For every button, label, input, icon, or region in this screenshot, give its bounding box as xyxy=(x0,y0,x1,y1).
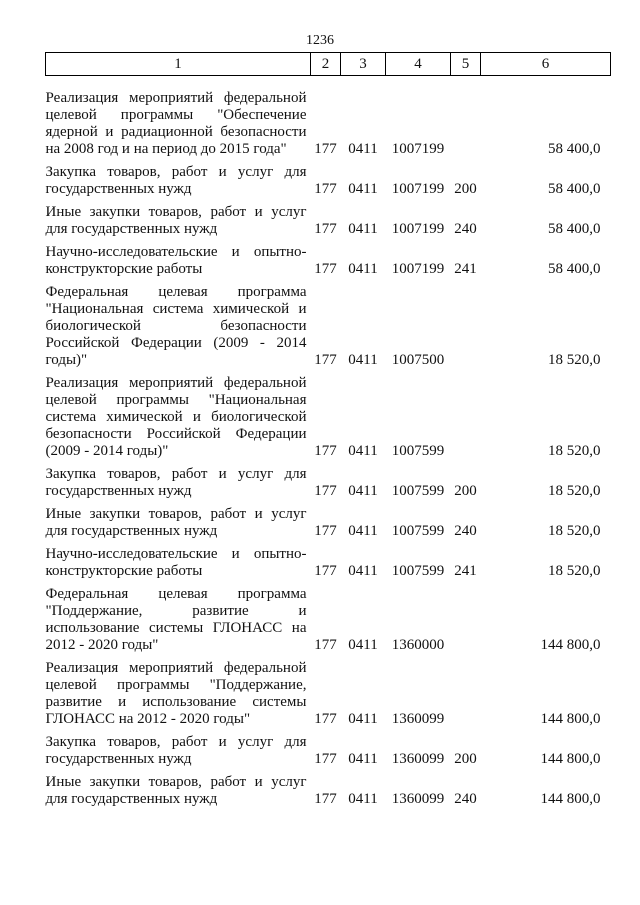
row-amount: 58 400,0 xyxy=(548,261,601,277)
row-amount: 144 800,0 xyxy=(540,751,601,767)
table-row xyxy=(46,660,611,734)
table-row xyxy=(46,546,611,586)
header-col-2: 2 xyxy=(311,53,341,76)
row-code-section: 0411 xyxy=(348,751,378,767)
row-code-expense-type xyxy=(451,375,481,466)
table-row xyxy=(46,375,611,466)
table-body xyxy=(46,76,611,815)
table-row xyxy=(46,164,611,204)
header-col-5: 5 xyxy=(451,53,481,76)
header-col-3: 3 xyxy=(341,53,386,76)
row-code-target: 1360099 xyxy=(391,791,445,807)
row-amount: 18 520,0 xyxy=(548,563,601,579)
table-row xyxy=(46,76,611,165)
table-row xyxy=(46,466,611,506)
row-code-section: 0411 xyxy=(348,261,378,277)
row-amount: 144 800,0 xyxy=(540,791,601,807)
row-code-section: 0411 xyxy=(348,563,378,579)
row-amount: 58 400,0 xyxy=(548,221,601,237)
page-number: 1236 xyxy=(306,33,334,48)
row-name: Закупка товаров, работ и услуг для государственных нужд xyxy=(45,466,307,499)
header-col-4: 4 xyxy=(386,53,451,76)
row-code-expense-type xyxy=(451,660,481,734)
row-amount: 58 400,0 xyxy=(548,181,601,197)
row-code-ministry: 177 xyxy=(314,563,337,579)
row-amount: 18 520,0 xyxy=(548,523,601,539)
row-code-expense-type: 241 xyxy=(454,261,477,277)
table-row xyxy=(46,506,611,546)
row-code-ministry: 177 xyxy=(314,261,337,277)
table-row xyxy=(46,774,611,814)
row-code-section: 0411 xyxy=(348,443,378,459)
row-name: Иные закупки товаров, работ и услуг для государственных нужд xyxy=(45,774,307,807)
row-code-section: 0411 xyxy=(348,483,378,499)
row-name: Реализация мероприятий федеральной целевой программы "Национальная система химической и биологической безопасности Российской Федерации (2009 - 2014 годы)" xyxy=(45,375,307,459)
row-name: Закупка товаров, работ и услуг для государственных нужд xyxy=(45,164,307,197)
row-code-ministry: 177 xyxy=(314,443,337,459)
table-row xyxy=(46,244,611,284)
row-code-expense-type xyxy=(451,76,481,165)
row-code-section: 0411 xyxy=(348,711,378,727)
row-code-ministry: 177 xyxy=(314,791,337,807)
header-col-1: 1 xyxy=(46,53,311,76)
row-code-target: 1007500 xyxy=(391,352,445,368)
row-name: Иные закупки товаров, работ и услуг для государственных нужд xyxy=(45,506,307,539)
row-code-target: 1360099 xyxy=(391,711,445,727)
row-code-ministry: 177 xyxy=(314,141,337,157)
row-code-target: 1007199 xyxy=(391,141,445,157)
row-code-ministry: 177 xyxy=(314,181,337,197)
row-code-target: 1360099 xyxy=(391,751,445,767)
budget-table xyxy=(45,52,611,814)
row-code-ministry: 177 xyxy=(314,352,337,368)
row-name: Иные закупки товаров, работ и услуг для государственных нужд xyxy=(45,204,307,237)
row-name: Федеральная целевая программа "Поддержание, развитие и использование системы ГЛОНАСС на 2012 - 2020 годы" xyxy=(45,586,307,653)
row-code-expense-type: 240 xyxy=(454,221,477,237)
row-code-expense-type: 200 xyxy=(454,483,477,499)
row-code-section: 0411 xyxy=(348,523,378,539)
row-code-ministry: 177 xyxy=(314,523,337,539)
row-amount: 18 520,0 xyxy=(548,483,601,499)
row-code-target: 1007199 xyxy=(391,221,445,237)
row-code-target: 1007599 xyxy=(391,483,445,499)
row-code-section: 0411 xyxy=(348,181,378,197)
row-code-section: 0411 xyxy=(348,791,378,807)
row-code-ministry: 177 xyxy=(314,221,337,237)
row-code-section: 0411 xyxy=(348,141,378,157)
header-row xyxy=(46,53,611,76)
header-col-6: 6 xyxy=(481,53,611,76)
row-name: Научно-исследовательские и опытно-конструкторские работы xyxy=(45,244,307,277)
row-code-expense-type: 240 xyxy=(454,791,477,807)
table-row xyxy=(46,734,611,774)
row-name: Реализация мероприятий федеральной целевой программы "Обеспечение ядерной и радиационной безопасности на 2008 год и на период до 2015 года" xyxy=(45,90,307,157)
row-name: Федеральная целевая программа "Национальная система химической и биологической безопасности Российской Федерации (2009 - 2014 годы)" xyxy=(45,284,307,368)
row-name: Закупка товаров, работ и услуг для государственных нужд xyxy=(45,734,307,767)
row-code-ministry: 177 xyxy=(314,483,337,499)
row-code-section: 0411 xyxy=(348,637,378,653)
row-name: Реализация мероприятий федеральной целевой программы "Поддержание, развитие и использование системы ГЛОНАСС на 2012 - 2020 годы" xyxy=(45,660,307,727)
row-code-expense-type: 200 xyxy=(454,751,477,767)
row-code-ministry: 177 xyxy=(314,637,337,653)
row-amount: 18 520,0 xyxy=(548,443,601,459)
row-code-ministry: 177 xyxy=(314,751,337,767)
row-amount: 58 400,0 xyxy=(548,141,601,157)
row-code-expense-type xyxy=(451,284,481,375)
table-row xyxy=(46,586,611,660)
row-code-ministry: 177 xyxy=(314,711,337,727)
row-code-target: 1007199 xyxy=(391,181,445,197)
row-amount: 18 520,0 xyxy=(548,352,601,368)
table-row xyxy=(46,204,611,244)
row-code-target: 1360000 xyxy=(391,637,445,653)
row-code-expense-type: 240 xyxy=(454,523,477,539)
row-code-expense-type: 241 xyxy=(454,563,477,579)
row-code-target: 1007599 xyxy=(391,563,445,579)
row-amount: 144 800,0 xyxy=(540,637,601,653)
row-name: Научно-исследовательские и опытно-конструкторские работы xyxy=(45,546,307,579)
row-code-target: 1007599 xyxy=(391,443,445,459)
row-code-section: 0411 xyxy=(348,221,378,237)
row-code-target: 1007199 xyxy=(391,261,445,277)
row-code-expense-type xyxy=(451,586,481,660)
row-code-section: 0411 xyxy=(348,352,378,368)
row-amount: 144 800,0 xyxy=(540,711,601,727)
row-code-target: 1007599 xyxy=(391,523,445,539)
row-code-expense-type: 200 xyxy=(454,181,477,197)
table-row xyxy=(46,284,611,375)
